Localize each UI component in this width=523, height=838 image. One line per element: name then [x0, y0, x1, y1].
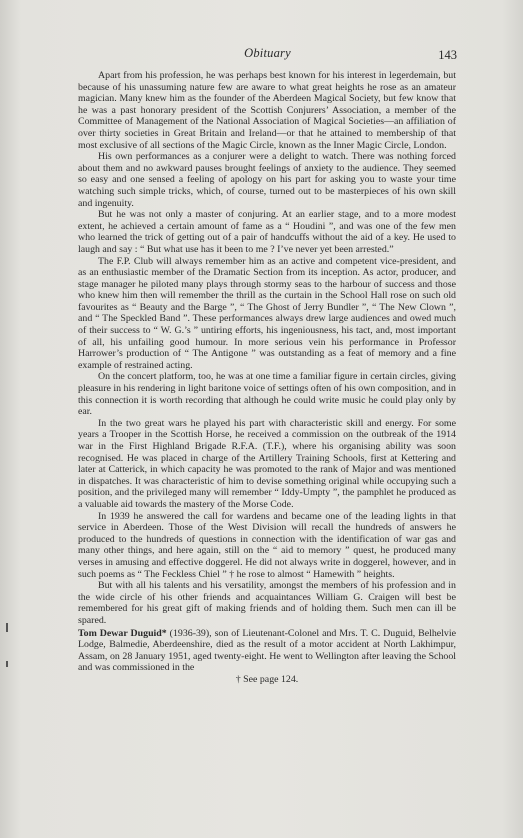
- page-body: [78, 70, 456, 685]
- obituary-entry: [78, 628, 456, 674]
- paragraph-magic: Apart from his profession, he was perhaps best known for his interest in legerdemain, but because of his unassuming nature few are aware to what great heights he rose as an amateur magician. Many knew him as the founder of the Aberdeen Magical Society, but few know that he was a past honorary president of the Scottish Conjurers’ Association, a member of the Committee of Management of the National Association of Magical Societies—an affiliation of over thirty societies in Great Britain and Ireland—or that he attained to membership of that most exclusive of all sections of the Magic Circle, known as the Inner Magic Circle, London.: [78, 70, 456, 151]
- entry-text: (1936-39), son of Lieutenant-Colonel and Mrs. T. C. Duguid, Belhelvie Lodge, Balmedie, Aberdeenshire, died as the result of a motor accident at North Lakhimpur, Assam, on 28 January 1951, aged twenty-eight. He went to Wellington after leaving the School and was commissioned in the: [78, 627, 456, 674]
- paragraph-fp-club: The F.P. Club will always remember him as an active and competent vice-president, and as an enthusiastic member of the Dramatic Section from its inception. As actor, producer, and stage manager he piloted many plays through stormy seas to the harbour of success and those who knew him then will remember the thrill as the curtain in the School Hall rose on such old favourites as “ Beauty and the Barge ”, “ The Ghost of Jerry Bundler ”, “ The New Clown ”, and “ The Speckled Band ”. These performances always drew large audiences and owed much of their success to “ W. G.’s ” untiring efforts, his ingeniousness, his tact, and, most important of all, his unfailing good humour. In more serious vein his performance in Professor Harrower’s production of “ The Antigone ” was outstanding as a feat of memory and a fine example of restrained acting.: [78, 255, 456, 371]
- entry-name: Tom Dewar Duguid*: [78, 627, 167, 639]
- margin-mark: [6, 661, 8, 667]
- running-title: Obituary: [244, 46, 291, 60]
- paragraph-wars: In the two great wars he played his part with characteristic skill and energy. For some years a Trooper in the Scottish Horse, he received a commission on the outbreak of the 1914 war in the First Highland Brigade R.F.A. (T.F.), where his organising ability was soon recognised. He was placed in charge of the Artillery Training Schools, first at Kettering and later at Catterick, in which capacity he was promoted to the rank of Major and was mentioned in dispatches. It was characteristic of him to devise something original while occupying such a position, and the privileged many will remember “ Iddy-Umpty ”, the pamphlet he produced as a valuable aid towards the mastery of the Morse Code.: [78, 417, 456, 510]
- paragraph-friends: But with all his talents and his versatility, amongst the members of his profession and in the wide circle of his other friends and acquaintances William G. Craigen will best be remembered for his great gift of making friends and of holding them. Such men can ill be spared.: [78, 580, 456, 626]
- footnote: † See page 124.: [235, 673, 299, 685]
- paragraph-wardens: In 1939 he answered the call for wardens and became one of the leading lights in that service in Aberdeen. Those of the West Division will recall the hundreds of answers he produced to the hundreds of questions in connection with the identification of war gas and many other things, and here again, still on the “ aid to memory ” quest, he produced many verses in amusing and effective doggerel. He did not always write in doggerel, however, and in such poems as “ The Feckless Chiel ” † he rose to almost “ Hamewith ” heights.: [78, 510, 456, 580]
- paragraph-conjurer: His own performances as a conjurer were a delight to watch. There was nothing forced about them and no awkward pauses brought feelings of anxiety to the audience. They seemed so easy and one sensed a feeling of apology on his part for asking you to waste your time watching such simple tricks, which, of course, turned out to be masterpieces of his own skill and ingenuity.: [78, 151, 456, 209]
- paragraph-concert: On the concert platform, too, he was at one time a familiar figure in certain circles, giving pleasure in his rendering in light baritone voice of settings often of his own composition, and in this connection it is worth recording that although he could write music he could play only by ear.: [78, 371, 456, 418]
- paragraph-houdini: But he was not only a master of conjuring. At an earlier stage, and to a more modest extent, he achieved a certain amount of fame as a “ Houdini ”, and was one of the few men who learned the trick of getting out of a pair of handcuffs without the aid of a key. He used to laugh and say : “ But what use has it been to me ? I’ve never yet been arrested.”: [78, 209, 456, 255]
- page-header: [78, 46, 457, 64]
- page-number: 143: [438, 48, 457, 62]
- margin-mark: [6, 623, 8, 632]
